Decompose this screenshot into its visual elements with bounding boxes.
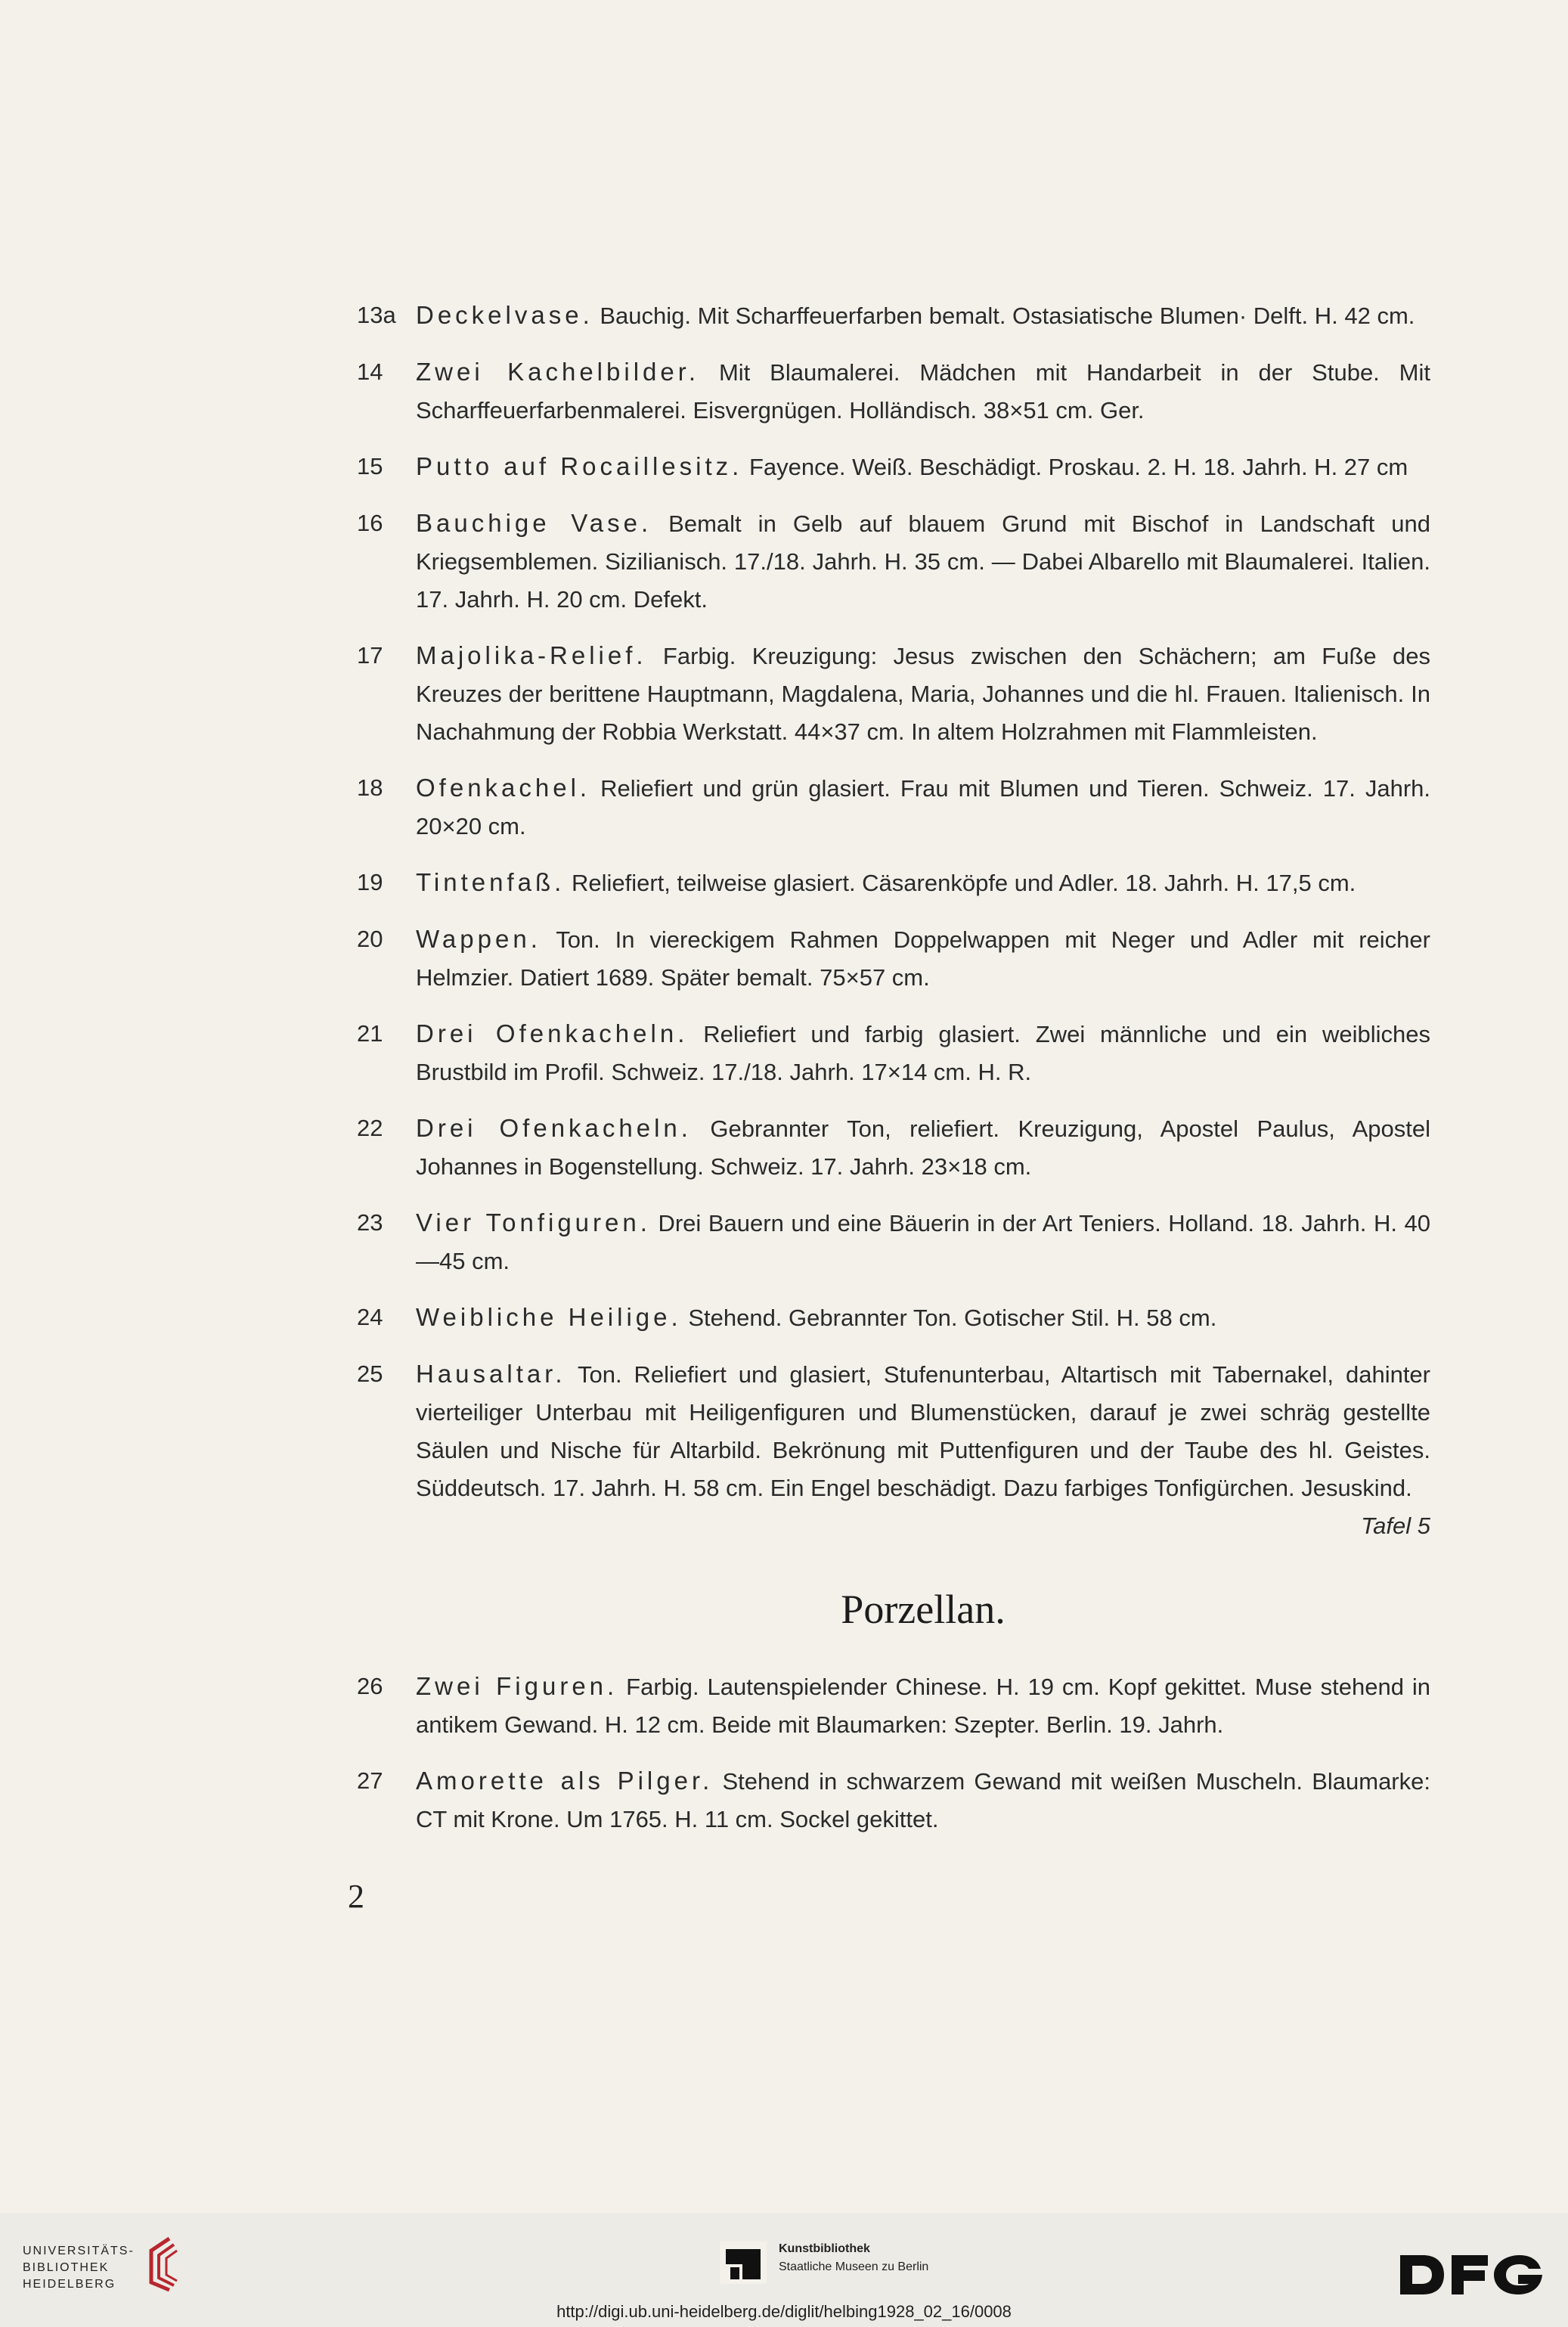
entry-text	[416, 353, 1430, 430]
ub-line-2: BIBLIOTHEK	[23, 2261, 110, 2274]
catalog-entry	[357, 1109, 1430, 1186]
entry-number: 19	[357, 869, 383, 895]
entry-text	[416, 1298, 1430, 1337]
ub-heidelberg-logo-icon[interactable]	[139, 2234, 189, 2294]
entry-description: Ton. In viereckigem Rahmen Doppelwappen mit Neger und Adler mit reicher Helmzier. Datiert 1689. Später bemalt. 75×57 cm.	[416, 926, 1430, 991]
entry-title: Deckelvase.	[416, 301, 593, 329]
entry-number: 21	[357, 1020, 383, 1047]
entry-title: Majolika-Relief.	[416, 641, 647, 669]
entry-title: Drei Ofenkacheln.	[416, 1019, 689, 1047]
entry-title: Ofenkachel.	[416, 774, 591, 802]
catalog-entry	[357, 504, 1430, 619]
catalog-entry	[357, 448, 1430, 486]
entry-number: 22	[357, 1115, 383, 1141]
entry-title: Putto auf Rocaillesitz.	[416, 452, 743, 480]
entry-text	[416, 504, 1430, 619]
entry-description: Reliefiert, teilweise glasiert. Cäsarenköpfe und Adler. 18. Jahrh. H. 17,5 cm.	[571, 870, 1356, 896]
entry-title: Wappen.	[416, 925, 541, 953]
entry-text	[416, 1762, 1430, 1838]
kb-subtitle: Staatliche Museen zu Berlin	[779, 2260, 929, 2273]
entry-description: Bauchig. Mit Scharffeuerfarben bemalt. Ostasiatische Blumen· Delft. H. 42 cm.	[600, 303, 1415, 329]
entry-number: 20	[357, 926, 383, 952]
entry-number: 26	[357, 1673, 383, 1699]
entry-description: Gebrannter Ton, reliefiert. Kreuzigung, Apostel Paulus, Apostel Johannes in Bogenstellung. Schweiz. 17. Jahrh. 23×18 cm.	[416, 1115, 1430, 1180]
catalog-entries	[357, 296, 1430, 1857]
catalog-entry-26	[357, 1668, 1430, 1744]
entry-description: Stehend. Gebrannter Ton. Gotischer Stil. H. 58 cm.	[688, 1305, 1217, 1331]
entry-text	[416, 769, 1430, 845]
entry-description: Bemalt in Gelb auf blauem Grund mit Bischof in Landschaft und Kriegsemblemen. Sizilianisch. 17./18. Jahrh. H. 35 cm. — Dabei Albarello mit Blaumalerei. Italien. 17. Jahrh. H. 20 cm. Defekt.	[416, 510, 1430, 613]
ub-heidelberg-label[interactable]	[23, 2243, 135, 2293]
entry-title: Hausaltar.	[416, 1360, 566, 1388]
entry-title: Vier Tonfiguren.	[416, 1208, 651, 1236]
entry-description: Reliefiert und farbig glasiert. Zwei männliche und ein weibliches Brustbild im Profil. Schweiz. 17./18. Jahrh. 17×14 cm. H. R.	[416, 1021, 1430, 1085]
entry-text	[416, 1015, 1430, 1091]
entry-title: Weibliche Heilige.	[416, 1303, 682, 1331]
entry-text	[416, 864, 1430, 902]
entry-title: Amorette als Pilger.	[416, 1767, 714, 1795]
catalog-entry-25	[357, 1355, 1430, 1545]
entry-title: Tintenfaß.	[416, 868, 566, 896]
entry-title: Drei Ofenkacheln.	[416, 1114, 692, 1142]
entry-number: 23	[357, 1209, 383, 1236]
entry-number: 25	[357, 1361, 383, 1387]
ub-line-1: UNIVERSITÄTS-	[23, 2245, 135, 2257]
catalog-entry	[357, 1298, 1430, 1337]
catalog-entry	[357, 920, 1430, 997]
entry-title: Zwei Kachelbilder.	[416, 358, 700, 386]
entry-text	[416, 1355, 1430, 1545]
permalink-url[interactable]: http://digi.ub.uni-heidelberg.de/diglit/helbing1928_02_16/0008	[556, 2302, 1012, 2321]
kunstbibliothek-label[interactable]	[779, 2240, 928, 2276]
dfg-logo-icon[interactable]	[1397, 2252, 1545, 2298]
entry-text	[416, 1668, 1430, 1744]
entry-number: 18	[357, 774, 383, 801]
entry-description: Mit Blaumalerei. Mädchen mit Handarbeit in der Stube. Mit Scharffeuerfarbenmalerei. Eisvergnügen. Holländisch. 38×51 cm. Ger.	[416, 359, 1430, 424]
entry-number: 13a	[357, 302, 396, 328]
entry-text	[416, 448, 1430, 486]
entry-number: 24	[357, 1304, 383, 1330]
page-number: 2	[348, 1878, 364, 1915]
entry-description: Fayence. Weiß. Beschädigt. Proskau. 2. H. 18. Jahrh. H. 27 cm	[748, 454, 1408, 480]
entry-description: Reliefiert und grün glasiert. Frau mit Blumen und Tieren. Schweiz. 17. Jahrh. 20×20 cm.	[416, 775, 1430, 839]
entry-text	[416, 920, 1430, 997]
entry-description: Ton. Reliefiert und glasiert, Stufenunterbau, Altartisch mit Tabernakel, dahinter vierteiliger Unterbau mit Heiligenfiguren und Blumenstücken, darauf je zwei schräg gestellte Säulen und Nische für Altarbild. Bekrönung mit Puttenfiguren und der Taube des hl. Geistes. Süddeutsch. 17. Jahrh. H. 58 cm. Ein Engel beschädigt. Dazu farbiges Tonfigürchen. Jesuskind.	[416, 1361, 1430, 1501]
entry-number: 17	[357, 642, 383, 669]
plate-reference: Tafel 5	[1361, 1513, 1430, 1539]
entry-title: Zwei Figuren.	[416, 1672, 618, 1700]
entry-description: Drei Bauern und eine Bäuerin in der Art Teniers. Holland. 18. Jahrh. H. 40—45 cm.	[416, 1210, 1430, 1274]
catalog-entry	[357, 864, 1430, 902]
entry-description: Farbig. Lautenspielender Chinese. H. 19 cm. Kopf gekittet. Muse stehend in antikem Gewand. H. 12 cm. Beide mit Blaumarken: Szepter. Berlin. 19. Jahrh.	[416, 1674, 1430, 1738]
entry-number: 16	[357, 510, 383, 536]
catalog-entry	[357, 769, 1430, 845]
entry-title: Bauchige Vase.	[416, 509, 652, 537]
entry-number: 15	[357, 453, 383, 479]
entry-number: 27	[357, 1767, 383, 1794]
entry-description: Farbig. Kreuzigung: Jesus zwischen den Schächern; am Fuße des Kreuzes der berittene Hauptmann, Magdalena, Maria, Johannes und die hl. Frauen. Italienisch. In Nachahmung der Robbia Werkstatt. 44×37 cm. In altem Holzrahmen mit Flammleisten.	[416, 643, 1430, 745]
entry-text	[416, 637, 1430, 751]
kunstbibliothek-logo-icon[interactable]	[720, 2242, 767, 2284]
entry-text	[416, 1204, 1430, 1280]
footer-bar	[0, 2213, 1568, 2327]
entry-description: Stehend in schwarzem Gewand mit weißen Muscheln. Blaumarke: CT mit Krone. Um 1765. H. 11 cm. Sockel gekittet.	[416, 1768, 1430, 1832]
kb-name: Kunstbibliothek	[779, 2242, 870, 2255]
catalog-entry	[357, 353, 1430, 430]
entry-text	[416, 296, 1430, 335]
catalog-entry	[357, 296, 1430, 335]
catalog-entry-27	[357, 1762, 1430, 1838]
ub-line-3: HEIDELBERG	[23, 2278, 116, 2291]
entry-number: 14	[357, 358, 383, 385]
entry-text	[416, 1109, 1430, 1186]
catalog-entry	[357, 1015, 1430, 1091]
catalog-entry	[357, 637, 1430, 751]
section-heading: Porzellan.	[841, 1587, 1006, 1632]
catalog-entry	[357, 1204, 1430, 1280]
